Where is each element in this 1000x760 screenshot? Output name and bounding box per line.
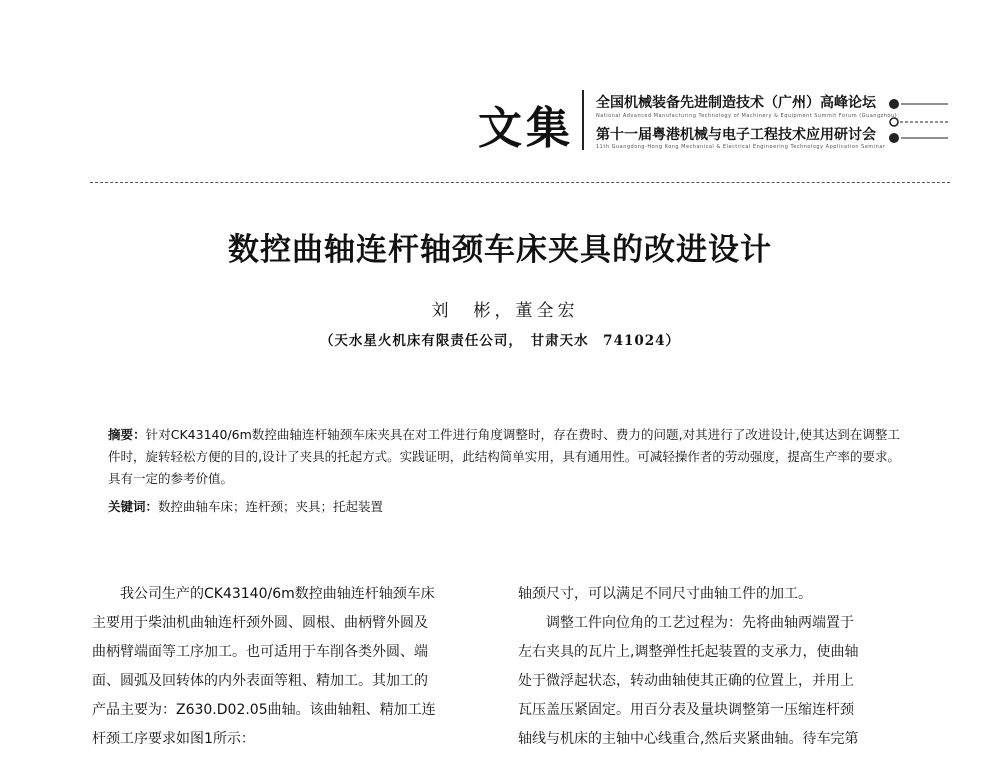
header-divider bbox=[582, 90, 584, 150]
header-rule bbox=[90, 182, 950, 183]
keywords-text: 数控曲轴车床；连杆颈；夹具；托起装置 bbox=[158, 499, 384, 514]
conference-name-2: 第十一届粤港机械与电子工程技术应用研讨会 bbox=[596, 127, 876, 143]
body-line: 左右夹具的瓦片上,调整弹性托起装置的支承力，使曲轴 bbox=[518, 644, 859, 660]
body-line: 轴线与机床的主轴中心线重合,然后夹紧曲轴。待车完第 bbox=[518, 731, 859, 747]
body-column-left bbox=[92, 580, 474, 754]
body-line: 轴颈尺寸，可以满足不同尺寸曲轴工件的加工。 bbox=[518, 586, 812, 602]
header-decoration-icon bbox=[886, 94, 948, 148]
paper-affiliation: （天水星火机床有限责任公司， 甘肃天水 741024） bbox=[319, 333, 681, 349]
keywords bbox=[108, 496, 900, 518]
conference-name-1: 全国机械装备先进制造技术（广州）高峰论坛 bbox=[596, 95, 876, 111]
journal-header bbox=[478, 86, 948, 156]
body-column-right bbox=[518, 580, 900, 754]
abstract-text: 针对CK43140/6m数控曲轴连杆轴颈车床夹具在对工件进行角度调整时，存在费时、费力的问题,对其进行了改进设计,使其达到在调整工件时，旋转轻松方便的目的,设计了夹具的托起方式。实践证明，此结构简单实用，具有通用性。可减轻操作者的劳动强度，提高生产率的要求。具有一定的参考价值。 bbox=[108, 427, 900, 486]
journal-logo-char: 文 bbox=[478, 103, 522, 154]
body-line: 主要用于柴油机曲轴连杆颈外圆、圆根、曲柄臂外圆及 bbox=[92, 615, 428, 631]
body-line: 处于微浮起状态，转动曲轴使其正确的位置上，并用上 bbox=[518, 673, 854, 689]
body-line: 我公司生产的CK43140/6m数控曲轴连杆轴颈车床 bbox=[120, 586, 435, 602]
paper-authors: 刘 彬，董全宏 bbox=[431, 301, 579, 321]
body-line: 调整工件向位角的工艺过程为：先将曲轴两端置于 bbox=[546, 615, 854, 631]
conference-name-2-en: 11th Guangdong-Hong Kong Mechanical & Electrical Engineering Technology Application Seminar bbox=[596, 144, 886, 150]
body-line: 产品主要为：Z630.D02.05曲轴。该曲轴粗、精加工连 bbox=[92, 702, 436, 718]
body-line: 杆颈工序要求如图1所示： bbox=[92, 731, 255, 747]
body-line: 面、圆弧及回转体的内外表面等粗、精加工。其加工的 bbox=[92, 673, 428, 689]
body-line: 曲柄臂端面等工序加工。也可适用于车削各类外圆、端 bbox=[92, 644, 428, 660]
abstract bbox=[108, 424, 900, 490]
abstract-label: 摘要： bbox=[108, 427, 146, 442]
body-line: 瓦压盖压紧固定。用百分表及量块调整第一压缩连杆颈 bbox=[518, 702, 854, 718]
conference-name-1-en: National Advanced Manufacturing Technology of Machinery & Equipment Summit Forum (Guangzhou) bbox=[596, 113, 898, 119]
journal-logo-char: 集 bbox=[526, 103, 570, 154]
paper-title: 数控曲轴连杆轴颈车床夹具的改进设计 bbox=[228, 232, 772, 268]
keywords-label: 关键词： bbox=[108, 499, 159, 514]
